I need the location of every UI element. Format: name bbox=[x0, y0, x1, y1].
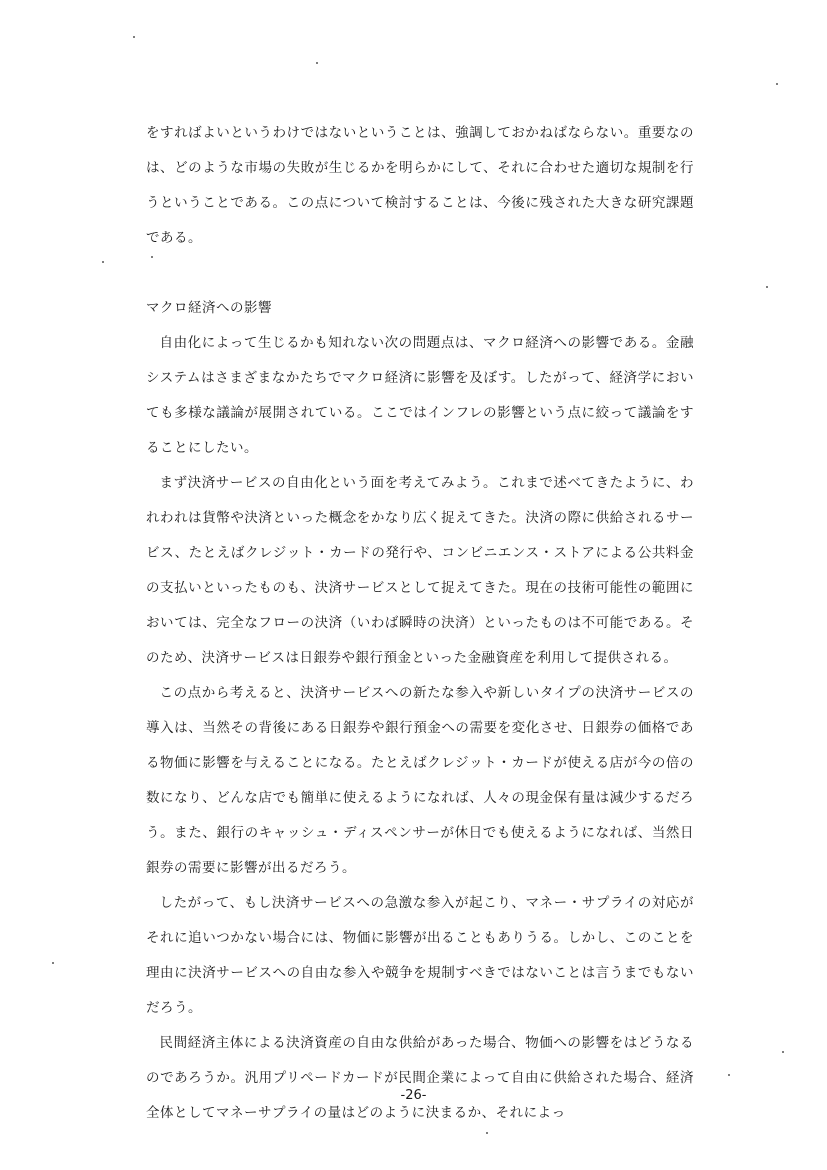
scan-speck bbox=[102, 261, 104, 263]
scan-speck bbox=[776, 83, 778, 85]
scan-speck bbox=[486, 1132, 488, 1134]
scan-speck bbox=[782, 1051, 784, 1053]
paragraph-4: したがって、もし決済サービスへの急激な参入が起こり、マネー・サプライの対応がそれに追いつかない場合には、物価に影響が出ることもありうる。しかし、このことを理由に決済サービスへの自由な参入や競争を規制すべきではないことは言うまでもないだろう。 bbox=[146, 895, 694, 1016]
scan-speck bbox=[766, 286, 768, 288]
paragraph-5: 民間経済主体による決済資産の自由な供給があった場合、物価への影響をはどうなるのであろうか。汎用プリペードカードが民間企業によって自由に供給された場合、経済全体としてマネーサプライの量はどのように決まるか、それによっ bbox=[146, 1035, 694, 1121]
paragraph-continued: をすればよいというわけではないということは、強調しておかねばならない。重要なのは、どのような市場の失敗が生じるかを明らかにして、それに合わせた適切な規制を行うということである。この点について検討することは、今後に残された大きな研究課題である。 bbox=[146, 125, 694, 246]
scan-speck bbox=[728, 1074, 730, 1076]
paragraph-2: まず決済サービスの自由化という面を考えてみよう。これまで述べてきたように、われわれは貨幣や決済といった概念をかなり広く捉えてきた。決済の際に供給されるサービス、たとえばクレジット・カードの発行や、コンビニエンス・ストアによる公共料金の支払いといったものも、決済サービスとして捉えてきた。現在の技術可能性の範囲においては、完全なフローの決済（いわば瞬時の決済）といったものは不可能である。そのため、決済サービスは日銀券や銀行預金といった金融資産を利用して提供される。 bbox=[146, 475, 694, 666]
scan-speck bbox=[151, 256, 153, 258]
scan-speck bbox=[316, 62, 318, 64]
paragraph-3: この点から考えると、決済サービスへの新たな参入や新しいタイプの決済サービスの導入は、当然その背後にある日銀券や銀行預金への需要を変化させ、日銀券の価格である物価に影響を与えることになる。たとえばクレジット・カードが使える店が今の倍の数になり、どんな店でも簡単に使えるようになれば、人々の現金保有量は減少するだろう。また、銀行のキャッシュ・ディスペンサーが休日でも使えるようになれば、当然日銀券の需要に影響が出るだろう。 bbox=[146, 685, 694, 876]
section-heading: マクロ経済への影響 bbox=[146, 300, 272, 316]
paragraph-1: 自由化によって生じるかも知れない次の問題点は、マクロ経済への影響である。金融システムはさまざまなかたちでマクロ経済に影響を及ぼす。したがって、経済学においても多様な議論が展開されている。ここではインフレの影響という点に絞って議論をすることにしたい。 bbox=[146, 335, 694, 456]
scan-speck bbox=[133, 36, 135, 38]
page-number: -26- bbox=[400, 1088, 427, 1103]
body-text bbox=[146, 116, 694, 1131]
scan-speck bbox=[52, 962, 54, 964]
